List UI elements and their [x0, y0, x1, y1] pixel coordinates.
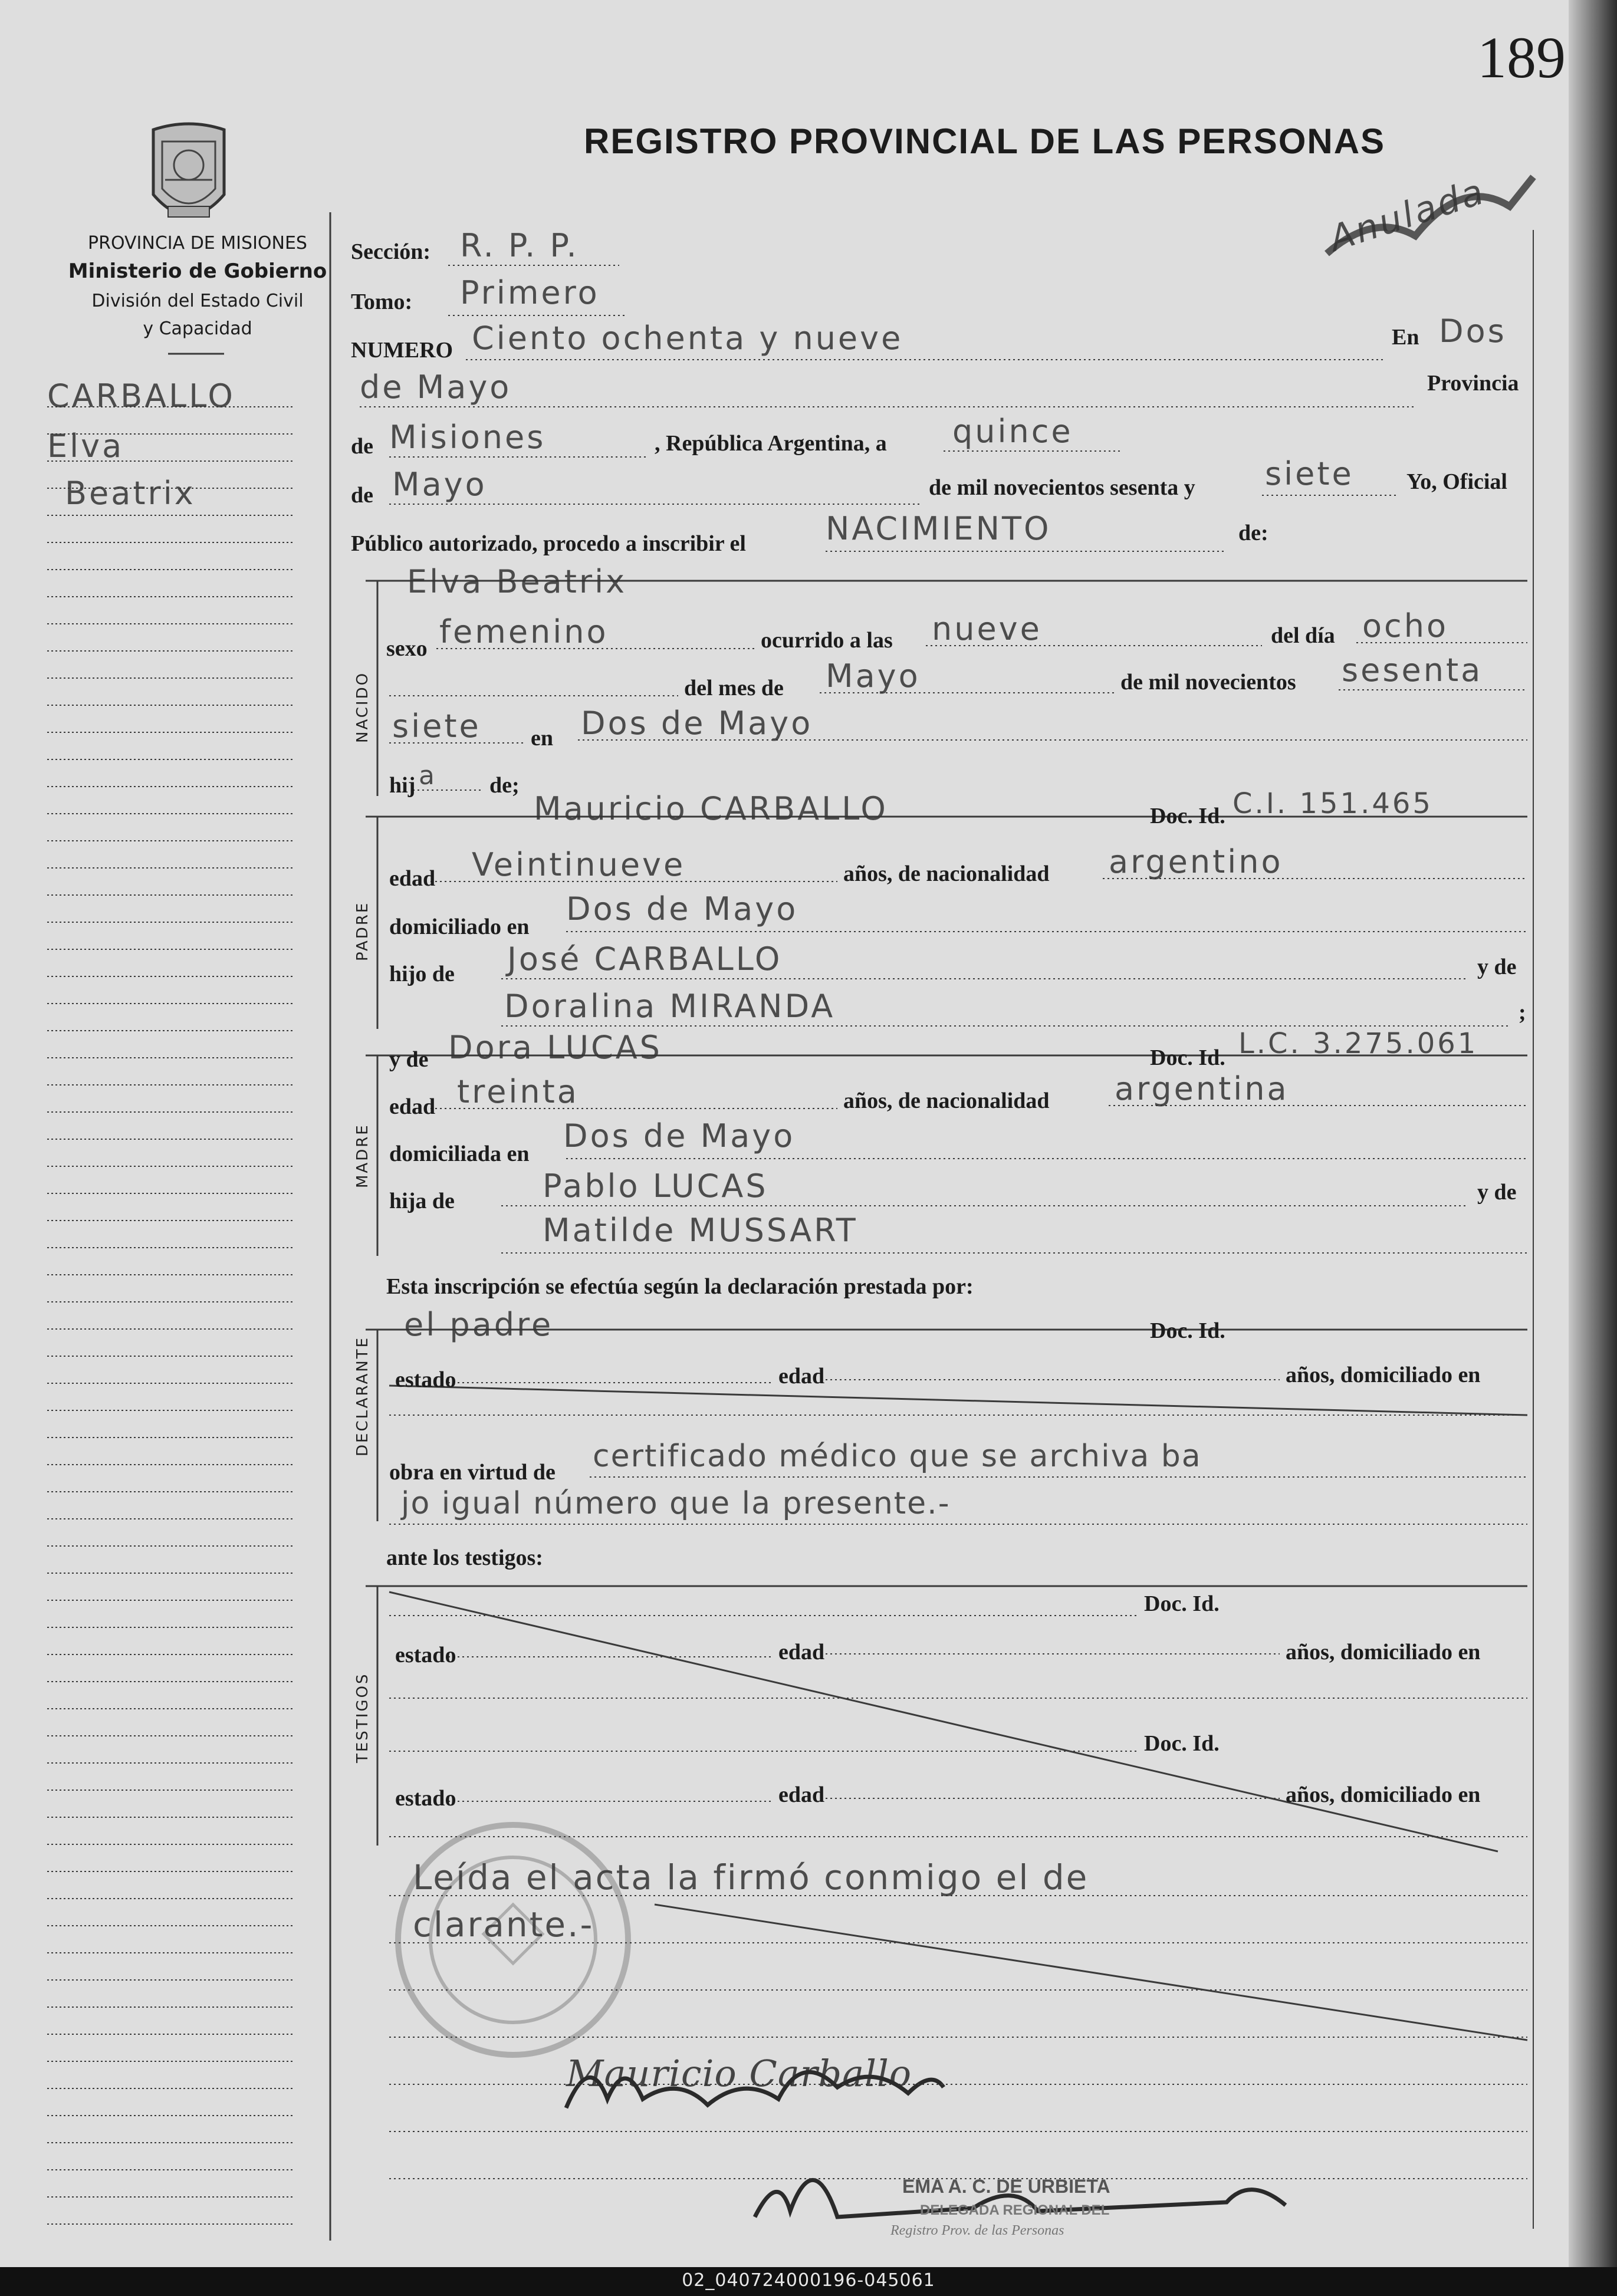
value-provincia: Misiones: [389, 419, 546, 456]
label-doc-id-t1: Doc. Id.: [1144, 1591, 1220, 1616]
label-hijo-de: hijo de: [389, 962, 455, 986]
value-padre-edad: Veintinueve: [472, 846, 686, 883]
label-dom-madre: domiciliada en: [389, 1142, 530, 1166]
cancel-stroke-testigos: [389, 1592, 1498, 1851]
page-number: 189: [1477, 25, 1566, 90]
value-nombre: Elva Beatrix: [407, 563, 627, 600]
label-estado-decl: estado: [395, 1367, 456, 1392]
label-nac-madre: años, de nacionalidad: [843, 1088, 1050, 1113]
value-sexo: femenino: [439, 613, 609, 650]
label-yo-oficial: Yo, Oficial: [1406, 469, 1507, 494]
side-label-padre: PADRE: [354, 901, 372, 961]
value-dia-inscripcion: quince: [952, 413, 1073, 450]
value-en: Dos: [1439, 313, 1507, 350]
side-label-testigos: TESTIGOS: [354, 1672, 372, 1763]
coat-of-arms-icon: [153, 124, 224, 217]
side-label-madre: MADRE: [354, 1123, 372, 1188]
label-seccion: Sección:: [351, 239, 431, 264]
cancel-stroke-closing: [655, 1904, 1527, 2040]
signature-declarante-text: Mauricio Carballo: [566, 2052, 912, 2095]
value-cierre-1: Leída el acta la firmó conmigo el de: [413, 1857, 1089, 1897]
label-semicolon: ;: [1519, 1000, 1526, 1025]
label-y-de-madre: y de: [389, 1047, 429, 1072]
label-provincia: Provincia: [1427, 371, 1519, 396]
value-padre-doc: C.I. 151.465: [1233, 787, 1433, 820]
label-de-colon: de:: [1238, 521, 1268, 545]
value-declarante: el padre: [404, 1306, 554, 1343]
label-edad-padre: edad: [389, 866, 436, 891]
value-en-cont: de Mayo: [360, 369, 512, 406]
value-tomo: Primero: [460, 274, 600, 311]
label-nac-padre: años, de nacionalidad: [843, 861, 1050, 886]
value-madre-madre: Matilde MUSSART: [543, 1212, 858, 1249]
label-en-2: en: [531, 726, 553, 751]
value-acto: NACIMIENTO: [826, 510, 1051, 547]
stamp-footer-registry: Registro Prov. de las Personas: [890, 2223, 1064, 2238]
label-dom-padre: domiciliado en: [389, 915, 530, 939]
value-obra-1: certificado médico que se archiva ba: [593, 1439, 1202, 1474]
page-title: REGISTRO PROVINCIAL DE LAS PERSONAS: [584, 121, 1386, 161]
label-numero: NUMERO: [351, 338, 453, 363]
label-esta-inscripcion: Esta inscripción se efectúa según la declaración prestada por:: [386, 1274, 974, 1299]
label-doc-id-decl: Doc. Id.: [1150, 1318, 1225, 1343]
label-anios-dom-t2: años, domiciliado en: [1286, 1782, 1481, 1807]
label-del-dia: del día: [1271, 623, 1335, 648]
value-madre-nac: argentina: [1115, 1070, 1289, 1107]
label-publico: Público autorizado, procedo a inscribir el: [351, 531, 746, 556]
value-padre-madre: Doralina MIRANDA: [504, 988, 836, 1025]
value-madre-padre: Pablo LUCAS: [543, 1167, 768, 1205]
margin-stamp: Anulada: [1324, 170, 1491, 260]
label-en: En: [1392, 325, 1419, 350]
label-doc-id-madre: Doc. Id.: [1150, 1045, 1225, 1070]
side-label-declarante: DECLARANTE: [354, 1336, 372, 1456]
value-padre-nombre: Mauricio CARBALLO: [534, 790, 888, 827]
value-mes-nac: Mayo: [826, 657, 921, 695]
value-numero: Ciento ochenta y nueve: [472, 320, 903, 357]
label-anios-dom-t1: años, domiciliado en: [1286, 1640, 1481, 1665]
label-y-de-2: y de: [1477, 1180, 1517, 1205]
label-edad-decl: edad: [778, 1364, 825, 1389]
ministry-name: Ministerio de Gobierno: [68, 259, 327, 283]
label-anios-dom-decl: años, domiciliado en: [1286, 1363, 1481, 1387]
value-lugar-nac: Dos de Mayo: [581, 705, 813, 742]
label-obra: obra en virtud de: [389, 1460, 556, 1485]
label-estado-t2: estado: [395, 1786, 456, 1811]
value-hij-suffix: a: [419, 761, 437, 791]
label-de-semi: de;: [489, 773, 520, 798]
value-madre-nombre: Dora LUCAS: [448, 1029, 662, 1066]
label-de-2: de: [351, 483, 373, 508]
value-padre-padre: José CARBALLO: [507, 940, 783, 978]
value-madre-doc: L.C. 3.275.061: [1238, 1027, 1478, 1060]
margin-second-name: Beatrix: [65, 475, 196, 512]
value-madre-dom: Dos de Mayo: [563, 1117, 796, 1154]
label-estado-t1: estado: [395, 1643, 456, 1667]
stamp-footer-role: DELEGADA REGIONAL DEL: [920, 2202, 1110, 2218]
value-madre-edad: treinta: [457, 1073, 579, 1110]
value-hora: nueve: [932, 610, 1042, 647]
margin-surname: CARBALLO: [47, 377, 235, 415]
label-del-mes: del mes de: [684, 676, 784, 700]
label-republica: , República Argentina, a: [655, 431, 887, 456]
value-anio-inscripcion: siete: [1265, 455, 1354, 492]
cancel-stroke-declarante: [389, 1386, 1527, 1415]
value-padre-nac: argentino: [1109, 843, 1283, 880]
label-edad-t1: edad: [778, 1640, 825, 1665]
label-hij: hij: [389, 773, 416, 798]
side-label-nacido: NACIDO: [354, 671, 372, 743]
value-cierre-2: clarante.-: [413, 1904, 594, 1945]
label-edad-madre: edad: [389, 1094, 436, 1119]
value-padre-dom: Dos de Mayo: [566, 890, 798, 927]
label-edad-t2: edad: [778, 1782, 825, 1807]
label-doc-id-t2: Doc. Id.: [1144, 1731, 1220, 1756]
division-name-cont: y Capacidad: [143, 318, 252, 339]
label-sexo: sexo: [386, 636, 428, 661]
label-hija-de: hija de: [389, 1189, 455, 1213]
value-mes-inscripcion: Mayo: [392, 466, 487, 503]
value-obra-2: jo igual número que la presente.-: [401, 1486, 951, 1521]
label-tomo: Tomo:: [351, 290, 413, 314]
label-y-de-1: y de: [1477, 955, 1517, 979]
margin-first-name: Elva: [47, 427, 124, 465]
label-ante-testigos: ante los testigos:: [386, 1545, 543, 1570]
province-name: PROVINCIA DE MISIONES: [88, 233, 307, 254]
value-seccion: R. P. P.: [460, 227, 579, 264]
label-ocurrido: ocurrido a las: [761, 628, 893, 653]
label-doc-id-padre: Doc. Id.: [1150, 804, 1225, 828]
value-anio-nac-cont: siete: [392, 708, 481, 745]
label-de-mil-2: de mil novecientos: [1120, 670, 1296, 695]
value-anio-nac: sesenta: [1342, 652, 1483, 689]
label-de-mil: de mil novecientos sesenta y: [929, 475, 1195, 500]
stamp-footer-name: EMA A. C. DE URBIETA: [902, 2176, 1110, 2197]
value-dia-nac: ocho: [1362, 607, 1448, 644]
division-name: División del Estado Civil: [91, 291, 304, 311]
filename-label: 02_040724000196-045061: [682, 2270, 935, 2291]
label-de: de: [351, 434, 373, 459]
